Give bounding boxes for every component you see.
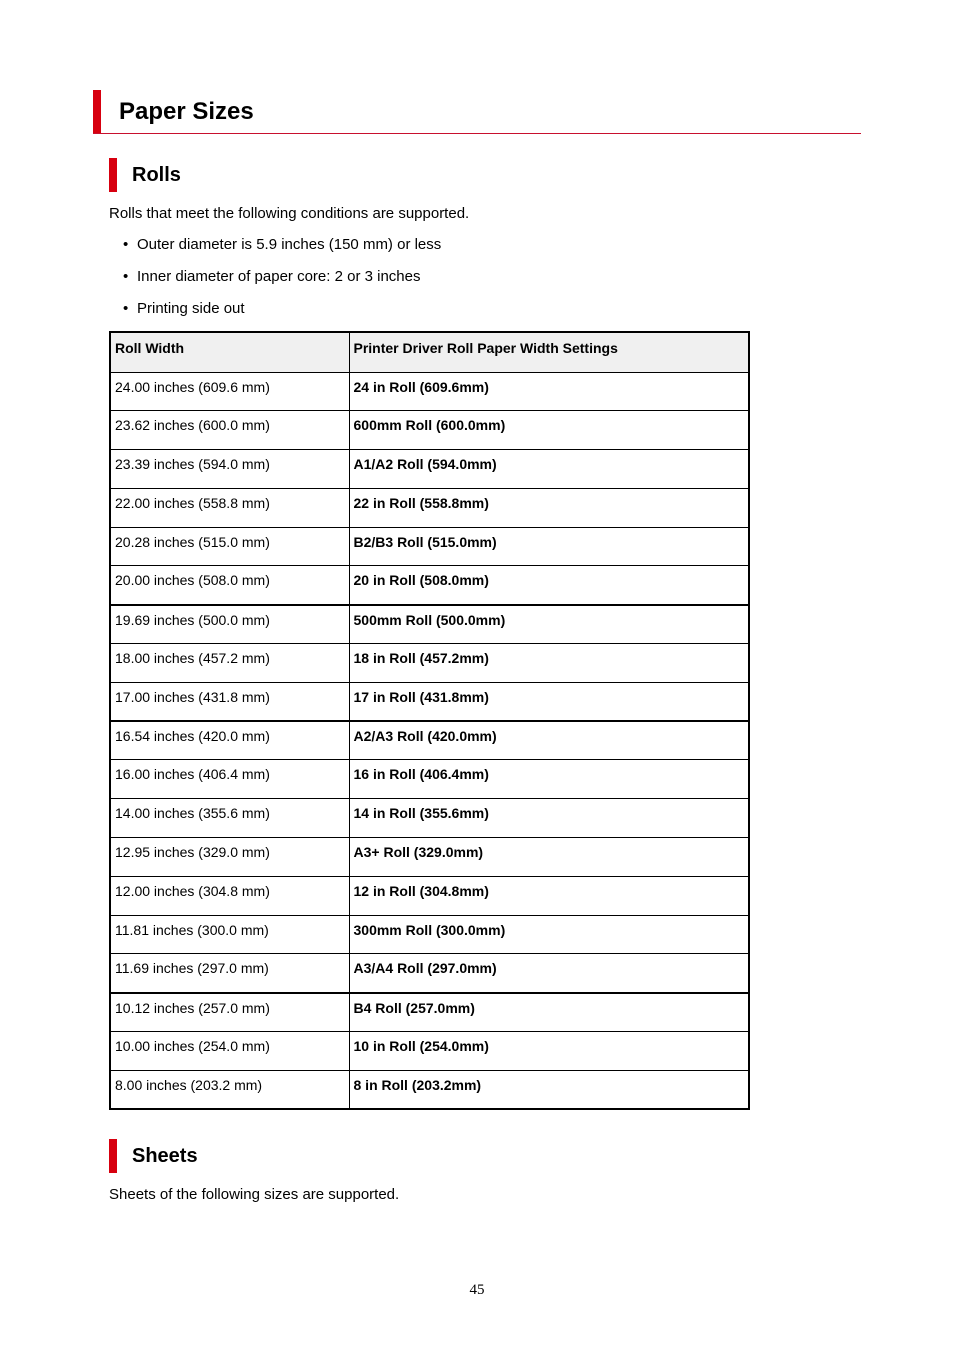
rolls-intro: Rolls that meet the following conditions are supported.	[109, 205, 470, 222]
table-row	[110, 372, 749, 411]
driver-setting-cell: 17 in Roll (431.8mm)	[349, 682, 749, 721]
page-number: 45	[469, 1282, 485, 1298]
roll-width-cell: 12.95 inches (329.0 mm)	[110, 838, 349, 877]
roll-width-cell: 19.69 inches (500.0 mm)	[110, 605, 349, 644]
table-row	[110, 760, 749, 799]
page-title: Paper Sizes	[119, 98, 254, 125]
table-row	[110, 993, 749, 1032]
table-row	[110, 838, 749, 877]
driver-setting-cell: B4 Roll (257.0mm)	[349, 993, 749, 1032]
roll-width-cell: 16.00 inches (406.4 mm)	[110, 760, 349, 799]
roll-width-table	[109, 331, 750, 1110]
roll-conditions-list	[123, 236, 441, 332]
table-row	[110, 721, 749, 760]
table-row	[110, 411, 749, 450]
table-row	[110, 799, 749, 838]
table-row	[110, 915, 749, 954]
list-item: • Outer diameter is 5.9 inches (150 mm) or less	[123, 236, 442, 253]
driver-setting-cell: 16 in Roll (406.4mm)	[349, 760, 749, 799]
driver-setting-cell: 500mm Roll (500.0mm)	[349, 605, 749, 644]
table-row	[110, 488, 749, 527]
table-row	[110, 1070, 749, 1109]
driver-setting-cell: A2/A3 Roll (420.0mm)	[349, 721, 749, 760]
roll-width-cell: 24.00 inches (609.6 mm)	[110, 372, 349, 411]
list-item: • Inner diameter of paper core: 2 or 3 inches	[123, 268, 421, 285]
roll-width-cell: 22.00 inches (558.8 mm)	[110, 488, 349, 527]
roll-width-cell: 10.00 inches (254.0 mm)	[110, 1032, 349, 1071]
table-row	[110, 527, 749, 566]
roll-width-cell: 20.28 inches (515.0 mm)	[110, 527, 349, 566]
driver-setting-cell: 24 in Roll (609.6mm)	[349, 372, 749, 411]
bullet-icon: •	[123, 236, 129, 253]
roll-width-cell: 14.00 inches (355.6 mm)	[110, 799, 349, 838]
table-row	[110, 450, 749, 489]
roll-width-cell: 17.00 inches (431.8 mm)	[110, 682, 349, 721]
driver-setting-cell: 12 in Roll (304.8mm)	[349, 876, 749, 915]
table-row	[110, 566, 749, 605]
column-header-driver-setting: Printer Driver Roll Paper Width Settings	[349, 332, 749, 372]
driver-setting-cell: 18 in Roll (457.2mm)	[349, 644, 749, 683]
driver-setting-cell: B2/B3 Roll (515.0mm)	[349, 527, 749, 566]
roll-width-cell: 8.00 inches (203.2 mm)	[110, 1070, 349, 1109]
roll-width-cell: 18.00 inches (457.2 mm)	[110, 644, 349, 683]
driver-setting-cell: A1/A2 Roll (594.0mm)	[349, 450, 749, 489]
driver-setting-cell: 10 in Roll (254.0mm)	[349, 1032, 749, 1071]
roll-table-body	[110, 372, 749, 1109]
roll-width-cell: 20.00 inches (508.0 mm)	[110, 566, 349, 605]
roll-width-cell: 12.00 inches (304.8 mm)	[110, 876, 349, 915]
sheets-heading-text: Sheets	[132, 1145, 198, 1167]
driver-setting-cell: 600mm Roll (600.0mm)	[349, 411, 749, 450]
bullet-icon: •	[123, 300, 129, 317]
table-row	[110, 605, 749, 644]
roll-width-cell: 10.12 inches (257.0 mm)	[110, 993, 349, 1032]
driver-setting-cell: 14 in Roll (355.6mm)	[349, 799, 749, 838]
table-row	[110, 954, 749, 993]
table-row	[110, 644, 749, 683]
page-heading	[93, 90, 861, 134]
heading-accent-bar	[93, 90, 101, 133]
driver-setting-cell: 300mm Roll (300.0mm)	[349, 915, 749, 954]
driver-setting-cell: 20 in Roll (508.0mm)	[349, 566, 749, 605]
roll-width-cell: 11.81 inches (300.0 mm)	[110, 915, 349, 954]
list-item: • Printing side out	[123, 300, 245, 317]
roll-width-cell: 11.69 inches (297.0 mm)	[110, 954, 349, 993]
rolls-heading-text: Rolls	[132, 164, 181, 186]
table-row	[110, 1032, 749, 1071]
bullet-icon: •	[123, 268, 129, 285]
column-header-roll-width: Roll Width	[110, 332, 349, 372]
roll-width-cell: 16.54 inches (420.0 mm)	[110, 721, 349, 760]
table-header-row	[110, 332, 749, 372]
roll-width-cell: 23.39 inches (594.0 mm)	[110, 450, 349, 489]
heading-accent-bar	[109, 158, 117, 192]
driver-setting-cell: A3/A4 Roll (297.0mm)	[349, 954, 749, 993]
driver-setting-cell: 22 in Roll (558.8mm)	[349, 488, 749, 527]
roll-width-cell: 23.62 inches (600.0 mm)	[110, 411, 349, 450]
driver-setting-cell: 8 in Roll (203.2mm)	[349, 1070, 749, 1109]
driver-setting-cell: A3+ Roll (329.0mm)	[349, 838, 749, 877]
table-row	[110, 682, 749, 721]
sheets-intro: Sheets of the following sizes are supported.	[109, 1186, 400, 1203]
table-row	[110, 876, 749, 915]
heading-accent-bar	[109, 1139, 117, 1173]
